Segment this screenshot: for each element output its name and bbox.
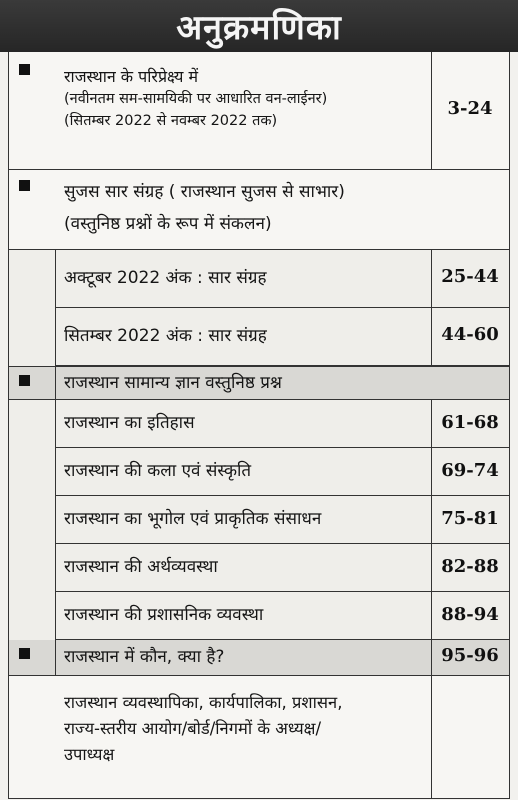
entry-title: राजस्थान का भूगोल एवं प्राकृतिक संसाधन [64, 509, 322, 529]
page-column-divider [431, 676, 432, 798]
entry-line: राज्य-स्तरीय आयोग/बोर्ड/निगमों के अध्यक्ष/ [64, 719, 322, 738]
page-range: 61-68 [441, 412, 499, 433]
page-range: 88-94 [441, 604, 499, 625]
entry-title [64, 690, 342, 768]
toc-entry [55, 592, 509, 640]
bullet-icon [19, 375, 30, 386]
entry-title: राजस्थान सामान्य ज्ञान वस्तुनिष्ठ प्रश्न [64, 373, 282, 393]
page-title: अनुक्रमणिका [0, 0, 518, 52]
toc-entry [9, 640, 509, 676]
page-range: 75-81 [441, 508, 499, 529]
entry-line: राजस्थान व्यवस्थापिका, कार्यपालिका, प्रशासन, [64, 693, 343, 712]
bullet-icon [19, 648, 30, 659]
toc-entry [9, 170, 509, 250]
entry-title [64, 176, 345, 240]
entry-title: सितम्बर 2022 अंक : सार संग्रह [64, 326, 267, 346]
toc-entry [55, 448, 509, 496]
entry-title: राजस्थान का इतिहास [64, 413, 195, 433]
toc-entry [9, 676, 509, 798]
page-range: 44-60 [441, 324, 499, 345]
page-range: 82-88 [441, 556, 499, 577]
page-range: 95-96 [441, 645, 499, 666]
entry-title: अक्टूबर 2022 अंक : सार संग्रह [64, 268, 267, 288]
entry-title: राजस्थान में कौन, क्या है? [64, 647, 225, 667]
entry-title [64, 66, 327, 132]
bullet-icon [19, 64, 30, 75]
entry-title: राजस्थान की कला एवं संस्कृति [64, 461, 252, 481]
toc-entry [9, 52, 509, 170]
toc-entry [55, 308, 509, 366]
entry-line: सुजस सार संग्रह ( राजस्थान सुजस से साभार) [64, 182, 345, 202]
toc-entry [55, 496, 509, 544]
toc-entry [55, 250, 509, 308]
page-range: 3-24 [447, 98, 493, 119]
toc-entry [55, 544, 509, 592]
bullet-column-divider [55, 367, 56, 399]
entry-line: (वस्तुनिष्ठ प्रश्नों के रूप में संकलन) [64, 214, 272, 234]
toc-table [8, 52, 510, 799]
entry-line: राजस्थान के परिप्रेक्ष्य में [64, 67, 199, 86]
entry-line: उपाध्यक्ष [64, 745, 115, 764]
entry-title: राजस्थान की अर्थव्यवस्था [64, 557, 218, 577]
page-range: 69-74 [441, 460, 499, 481]
entry-line: (सितम्बर 2022 से नवम्बर 2022 तक) [64, 113, 278, 129]
entry-title: राजस्थान की प्रशासनिक व्यवस्था [64, 605, 264, 625]
entry-line: (नवीनतम सम-सामयिकी पर आधारित वन-लाईनर) [64, 91, 328, 107]
bullet-icon [19, 180, 30, 191]
toc-entry [9, 366, 509, 400]
toc-entry [55, 400, 509, 448]
bullet-column-divider [55, 640, 56, 675]
page-range: 25-44 [441, 266, 499, 287]
